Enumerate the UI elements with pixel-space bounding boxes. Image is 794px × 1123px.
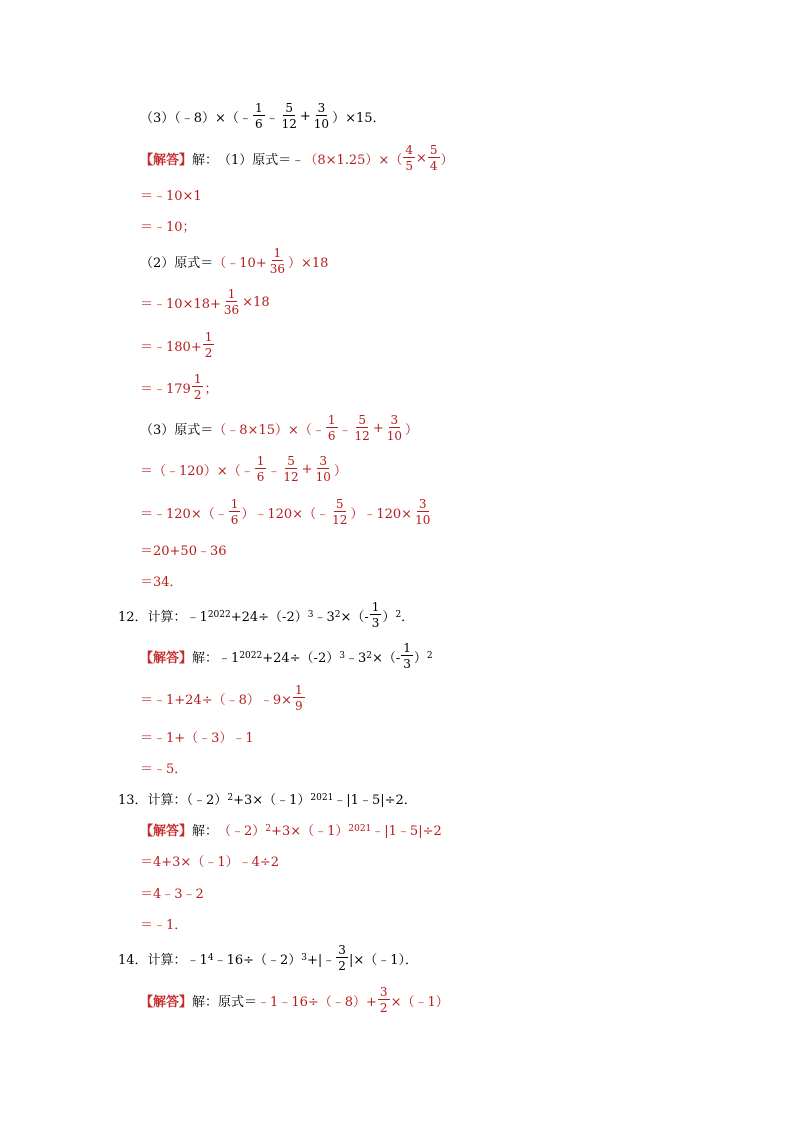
fraction — [378, 986, 390, 1014]
fraction — [330, 498, 349, 526]
exponent: 2 — [366, 651, 372, 661]
fraction — [280, 102, 299, 130]
exponent: 4 — [207, 953, 214, 963]
text: ﹣3 — [313, 609, 335, 625]
text: ＝﹣1+24÷（﹣8）﹣9× — [140, 692, 293, 708]
step-line — [140, 564, 183, 596]
fraction — [293, 684, 305, 712]
text: ）×15． — [332, 110, 386, 126]
exponent: 3 — [339, 651, 345, 661]
answer-tag: 【解答】 — [140, 823, 193, 839]
denominator: 6 — [254, 117, 263, 131]
answer-3-line — [140, 412, 418, 444]
step-line — [140, 209, 196, 241]
text: +3×（﹣1） — [233, 792, 311, 808]
text: （8×1.25）×（ — [304, 152, 403, 168]
text: ＝34． — [140, 574, 183, 590]
denominator: 5 — [405, 159, 413, 173]
text: （3）原式＝ — [140, 422, 214, 438]
text: ． — [401, 609, 415, 625]
denominator: 3 — [371, 616, 380, 630]
answer-12-line — [140, 640, 433, 672]
question-14 — [118, 942, 418, 974]
step-line — [140, 907, 187, 939]
text: ﹣|1﹣5|÷2． — [333, 792, 417, 808]
exponent: 3 — [301, 953, 308, 963]
denominator: 6 — [230, 513, 239, 527]
text: ﹣ — [267, 463, 281, 479]
fraction — [353, 414, 372, 442]
denominator: 2 — [204, 346, 213, 360]
text: ﹣16÷（﹣2） — [213, 952, 302, 968]
fraction — [312, 102, 331, 130]
text: ＝4+3×（﹣1）﹣4÷2 — [140, 854, 280, 870]
text: （1）原式＝﹣ — [218, 152, 305, 168]
step-line — [140, 453, 347, 485]
text: 12．计算：﹣1 — [118, 609, 208, 625]
step-line — [140, 876, 204, 908]
denominator: 2 — [379, 1001, 388, 1015]
text: ×（﹣1） — [390, 994, 449, 1010]
text: +|﹣ — [307, 952, 336, 968]
numerator: 3 — [317, 101, 326, 115]
denominator: 10 — [415, 513, 431, 527]
text: ×（- — [371, 650, 401, 666]
text: ＝﹣5． — [140, 761, 188, 777]
denominator: 9 — [295, 699, 303, 713]
denominator: 4 — [429, 159, 438, 173]
step-line — [140, 751, 187, 783]
denominator: 10 — [315, 470, 331, 484]
text: ﹣ — [338, 422, 352, 438]
exponent: 2 — [395, 610, 402, 620]
answer-13-line — [140, 813, 442, 845]
text: ） — [405, 422, 419, 438]
answer-tag: 【解答】 — [140, 650, 193, 666]
text: 原式＝ — [218, 994, 258, 1010]
text: |×（﹣1）． — [348, 952, 418, 968]
exponent: 2021 — [348, 824, 372, 834]
text: ＝20+50﹣36 — [140, 543, 227, 559]
step-line — [140, 533, 227, 565]
step-line — [140, 496, 433, 528]
text: ﹣1 — [218, 650, 240, 666]
text: ＝﹣1+（﹣3）﹣1 — [140, 730, 254, 746]
denominator: 2 — [193, 388, 202, 402]
fraction — [281, 455, 300, 483]
fraction — [314, 455, 333, 483]
numerator: 1 — [403, 641, 411, 655]
text: 14．计算：﹣1 — [118, 952, 208, 968]
numerator: 1 — [230, 497, 239, 511]
fraction — [255, 455, 267, 483]
exponent: 2022 — [239, 651, 263, 661]
answer-tag: 【解答】 — [140, 994, 193, 1010]
exponent: 3 — [307, 610, 314, 620]
denominator: 10 — [386, 429, 403, 443]
text: +3×（﹣1） — [271, 823, 349, 839]
fraction — [268, 247, 287, 275]
denominator: 6 — [256, 470, 265, 484]
text: ） — [382, 609, 396, 625]
exponent: 2 — [265, 824, 272, 834]
text: 解： — [192, 994, 219, 1010]
text: ＝（﹣120）×（﹣ — [140, 463, 254, 479]
numerator: 3 — [338, 943, 346, 957]
question-13 — [118, 782, 417, 814]
fraction — [370, 601, 382, 629]
denominator: 6 — [327, 429, 336, 443]
numerator: 3 — [379, 985, 388, 999]
step-line — [140, 329, 215, 361]
text: （3）（﹣8）×（﹣ — [140, 110, 252, 126]
step-line — [140, 286, 270, 318]
step-line — [140, 178, 202, 210]
exponent: 2 — [426, 651, 433, 661]
text: ； — [204, 381, 218, 397]
exponent: 2 — [334, 610, 341, 620]
fraction — [401, 642, 413, 670]
denominator: 12 — [332, 513, 348, 527]
text: （2）原式＝ — [140, 255, 214, 271]
exponent: 2022 — [207, 610, 231, 620]
answer-tag: 【解答】 — [140, 152, 193, 168]
text: ＝﹣180+ — [140, 339, 202, 355]
text: ＝﹣10； — [140, 219, 196, 235]
text: ）﹣120× — [350, 506, 413, 522]
denominator: 10 — [313, 117, 330, 131]
text: + — [372, 420, 384, 436]
numerator: 5 — [429, 143, 438, 157]
fraction — [326, 414, 338, 442]
numerator: 3 — [418, 497, 427, 511]
step-line — [140, 371, 217, 403]
text: +24÷（-2） — [262, 650, 340, 666]
text: ＝﹣10×18+ — [140, 296, 221, 312]
text: 解： — [192, 152, 219, 168]
text: 解： — [192, 823, 219, 839]
fraction — [203, 331, 215, 359]
text: ＝﹣1． — [140, 917, 188, 933]
text: × — [415, 150, 427, 166]
denominator: 12 — [354, 429, 370, 443]
fraction — [428, 144, 440, 172]
text: ＝4﹣3﹣2 — [140, 886, 204, 902]
text: ＝﹣10×1 — [140, 188, 202, 204]
numerator: 1 — [371, 600, 380, 614]
numerator: 1 — [193, 372, 202, 386]
denominator: 36 — [269, 262, 285, 276]
text: ﹣|1﹣5|÷2 — [371, 823, 442, 839]
fraction — [229, 498, 241, 526]
text: ﹣3 — [344, 650, 367, 666]
numerator: 4 — [405, 143, 413, 157]
denominator: 36 — [223, 303, 240, 317]
numerator: 1 — [295, 683, 303, 697]
numerator: 3 — [390, 413, 399, 427]
exponent: 2 — [227, 793, 234, 803]
fraction — [403, 144, 415, 172]
answer-1-line — [140, 142, 454, 174]
problem-3-statement — [140, 100, 386, 132]
step-line — [140, 720, 254, 752]
answer-14-line — [140, 984, 449, 1016]
text: （﹣8×15）×（﹣ — [213, 422, 325, 438]
numerator: 5 — [285, 101, 294, 115]
question-12 — [118, 599, 414, 631]
text: +24÷（-2） — [230, 609, 308, 625]
numerator: 1 — [254, 101, 263, 115]
text: ＝﹣120×（﹣ — [140, 506, 228, 522]
text: ） — [440, 152, 454, 168]
denominator: 2 — [338, 959, 346, 973]
numerator: 1 — [204, 330, 213, 344]
numerator: 1 — [327, 413, 336, 427]
text: ﹣1﹣16÷（﹣8）+ — [257, 994, 377, 1010]
text: ） — [333, 463, 347, 479]
text: ×（- — [340, 609, 369, 625]
exponent: 2021 — [310, 793, 334, 803]
fraction — [192, 373, 204, 401]
denominator: 12 — [283, 470, 299, 484]
text: ＝﹣179 — [140, 381, 191, 397]
numerator: 1 — [256, 454, 265, 468]
answer-2-line — [140, 245, 328, 277]
numerator: 5 — [335, 497, 344, 511]
text: + — [301, 461, 313, 477]
numerator: 5 — [358, 413, 366, 427]
text: ×18 — [242, 294, 270, 310]
text: 13．计算：（﹣2） — [118, 792, 228, 808]
text: 解： — [192, 650, 219, 666]
text: + — [299, 108, 311, 124]
text: ﹣ — [265, 110, 279, 126]
text: （﹣10+ — [213, 255, 267, 271]
fraction — [222, 288, 241, 316]
denominator: 12 — [281, 117, 297, 131]
step-line — [140, 844, 279, 876]
numerator: 1 — [273, 246, 282, 260]
text: ） — [413, 650, 427, 666]
numerator: 3 — [319, 454, 328, 468]
denominator: 3 — [403, 657, 411, 671]
text: ）﹣120×（﹣ — [241, 506, 330, 522]
fraction — [336, 944, 348, 972]
fraction — [385, 414, 404, 442]
text: （﹣2） — [218, 823, 266, 839]
numerator: 1 — [227, 287, 236, 301]
step-line — [140, 682, 306, 714]
fraction — [413, 498, 432, 526]
numerator: 5 — [287, 454, 295, 468]
text: ）×18 — [288, 255, 329, 271]
fraction — [253, 102, 265, 130]
